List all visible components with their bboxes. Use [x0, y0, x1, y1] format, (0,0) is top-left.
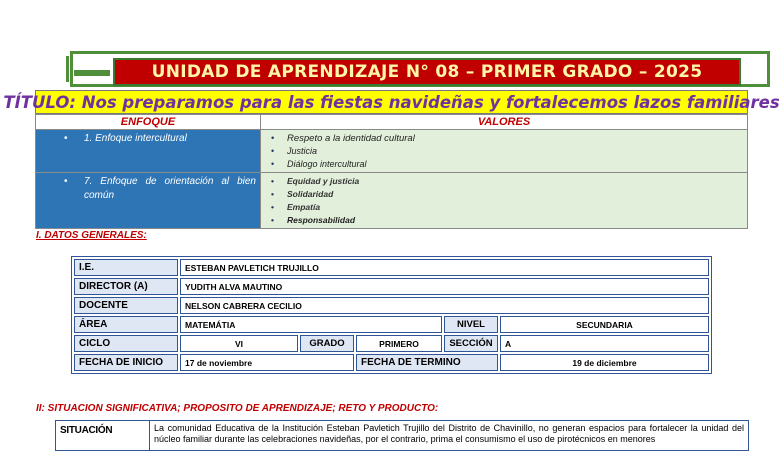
valor-item: • Empatía — [265, 201, 743, 214]
enfoque-item: • 7. Enfoque de orientación al bien común — [40, 175, 256, 203]
director-value: YUDITH ALVA MAUTINO — [180, 278, 709, 295]
enfoque-cell — [36, 173, 261, 229]
table-row — [74, 297, 709, 314]
ie-label: I.E. — [74, 259, 178, 276]
enfoque-item: • 1. Enfoque intercultural — [40, 132, 256, 146]
table-row — [74, 316, 709, 333]
valor-item: • Solidaridad — [265, 188, 743, 201]
valores-cell — [261, 130, 748, 173]
table-row — [74, 354, 709, 371]
table-row — [74, 259, 709, 276]
table-row — [56, 421, 749, 451]
table-row — [36, 173, 748, 229]
unit-title-banner: UNIDAD DE APRENDIZAJE N° 08 – PRIMER GRADO – 2025 — [151, 62, 703, 82]
enfoque-cell — [36, 130, 261, 173]
enfoque-valores-table — [35, 114, 748, 229]
fecha-inicio-label: FECHA DE INICIO — [74, 354, 178, 371]
nivel-label: NIVEL — [444, 316, 498, 333]
table-row — [74, 335, 709, 352]
banner-decoration-bar — [74, 70, 110, 76]
unit-title-text: TÍTULO: Nos preparamos para las fiestas navideñas y fortalecemos lazos familiares — [3, 92, 780, 112]
nivel-value: SECUNDARIA — [500, 316, 709, 333]
situacion-text: La comunidad Educativa de la Institución Esteban Pavletich Trujillo del Distrito de Chavinillo, no generan espacios para fortalecer la unidad del núcleo familiar durante las celebraciones navideñas, por el contrario, prima el consumismo el uso de pirotécnicos en menores — [150, 421, 749, 451]
valores-header: VALORES — [261, 115, 748, 130]
fecha-termino-value: 19 de diciembre — [500, 354, 709, 371]
enfoque-header: ENFOQUE — [36, 115, 261, 130]
table-row — [36, 130, 748, 173]
seccion-value: A — [500, 335, 709, 352]
situacion-table — [55, 420, 749, 451]
section-heading-situacion: II: SITUACION SIGNIFICATIVA; PROPOSITO DE APRENDIZAJE; RETO Y PRODUCTO: — [36, 403, 439, 414]
enfoque-valores-header — [36, 115, 748, 130]
ciclo-label: CICLO — [74, 335, 178, 352]
unit-title-row — [3, 90, 780, 114]
area-value: MATEMÁTIA — [180, 316, 442, 333]
table-row — [74, 278, 709, 295]
valor-item: • Justicia — [265, 145, 743, 158]
ciclo-value: VI — [180, 335, 298, 352]
valor-item: • Respeto a la identidad cultural — [265, 132, 743, 145]
fecha-inicio-value: 17 de noviembre — [180, 354, 354, 371]
fecha-termino-label: FECHA DE TERMINO — [356, 354, 498, 371]
seccion-label: SECCIÓN — [444, 335, 498, 352]
docente-value: NELSON CABRERA CECILIO — [180, 297, 709, 314]
area-label: ÁREA — [74, 316, 178, 333]
situacion-label: SITUACIÓN — [56, 421, 150, 451]
grado-value: PRIMERO — [356, 335, 442, 352]
docente-label: DOCENTE — [74, 297, 178, 314]
valor-item: • Responsabilidad — [265, 214, 743, 227]
grado-label: GRADO — [300, 335, 354, 352]
valores-cell — [261, 173, 748, 229]
ie-value: ESTEBAN PAVLETICH TRUJILLO — [180, 259, 709, 276]
valor-item: • Diálogo intercultural — [265, 158, 743, 171]
valor-item: • Equidad y justicia — [265, 175, 743, 188]
datos-generales-table — [71, 256, 712, 374]
section-heading-datos: I. DATOS GENERALES: — [36, 230, 147, 241]
director-label: DIRECTOR (A) — [74, 278, 178, 295]
